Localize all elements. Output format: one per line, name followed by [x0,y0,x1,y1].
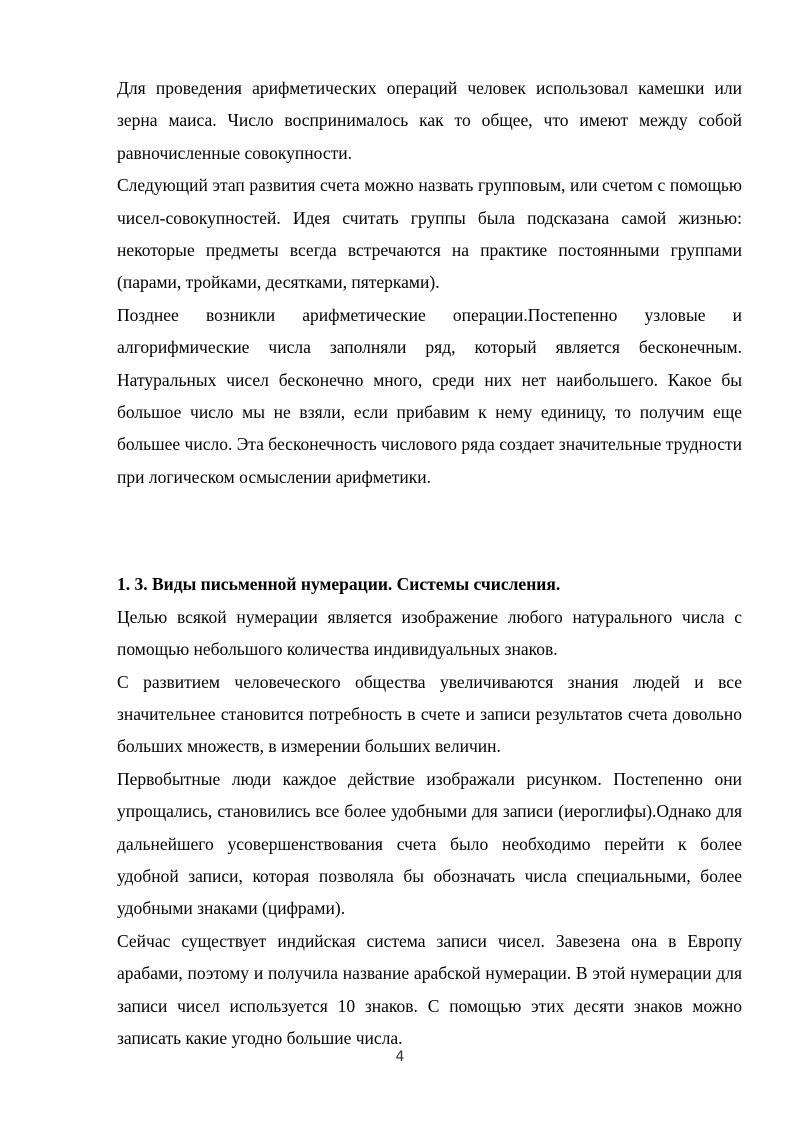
paragraph: Первобытные люди каждое действие изображали рисунком. Постепенно они упрощались, становились все более удобными для записи (иероглифы).Однако для дальнейшего усовершенствования счета было необходимо перейти к более удобной записи, которая позволяла бы обозначать числа специальными, более удобными знаками (цифрами). [117,768,742,919]
paragraph: Позднее возникли арифметические операции.Постепенно узловые и алгорифмические числа заполняли ряд, который является бесконечным. Натуральных чисел бесконечно много, среди них нет наибольшего. Какое бы большое число мы не взяли, если прибавим к нему единицу, то получим еще большее число. Эта бесконечность числового ряда создает значительные трудности при логическом осмыслении арифметики. [117,304,742,487]
paragraph: Для проведения арифметических операций человек использовал камешки или зерна маиса. Число воспринималось как то общее, что имеют между собой равночисленные совокупности. [117,78,742,163]
section-heading: 1. 3. Виды письменной нумерации. Системы счисления. [117,574,561,595]
paragraph: Следующий этап развития счета можно назвать групповым, или счетом с помощью чисел-совокупностей. Идея считать группы была подсказана самой жизнью: некоторые предметы всегда встречаются на практике постоянными группами (парами, тройками, десятками, пятерками). [117,175,742,293]
paragraph: Сейчас существует индийская система записи чисел. Завезена она в Европу арабами, поэтому и получила название арабской нумерации. В этой нумерации для записи чисел используется 10 знаков. С помощью этих десяти знаков можно записать какие угодно большие числа. [117,930,742,1048]
paragraph: С развитием человеческого общества увеличиваются знания людей и все значительнее становится потребность в счете и записи результатов счета довольно больших множеств, в измерении больших величин. [117,671,742,757]
paragraph: Целью всякой нумерации является изображение любого натурального числа с помощью небольшого количества индивидуальных знаков. [117,606,742,660]
page-number: 4 [395,1049,405,1065]
page-body [117,72,742,1054]
